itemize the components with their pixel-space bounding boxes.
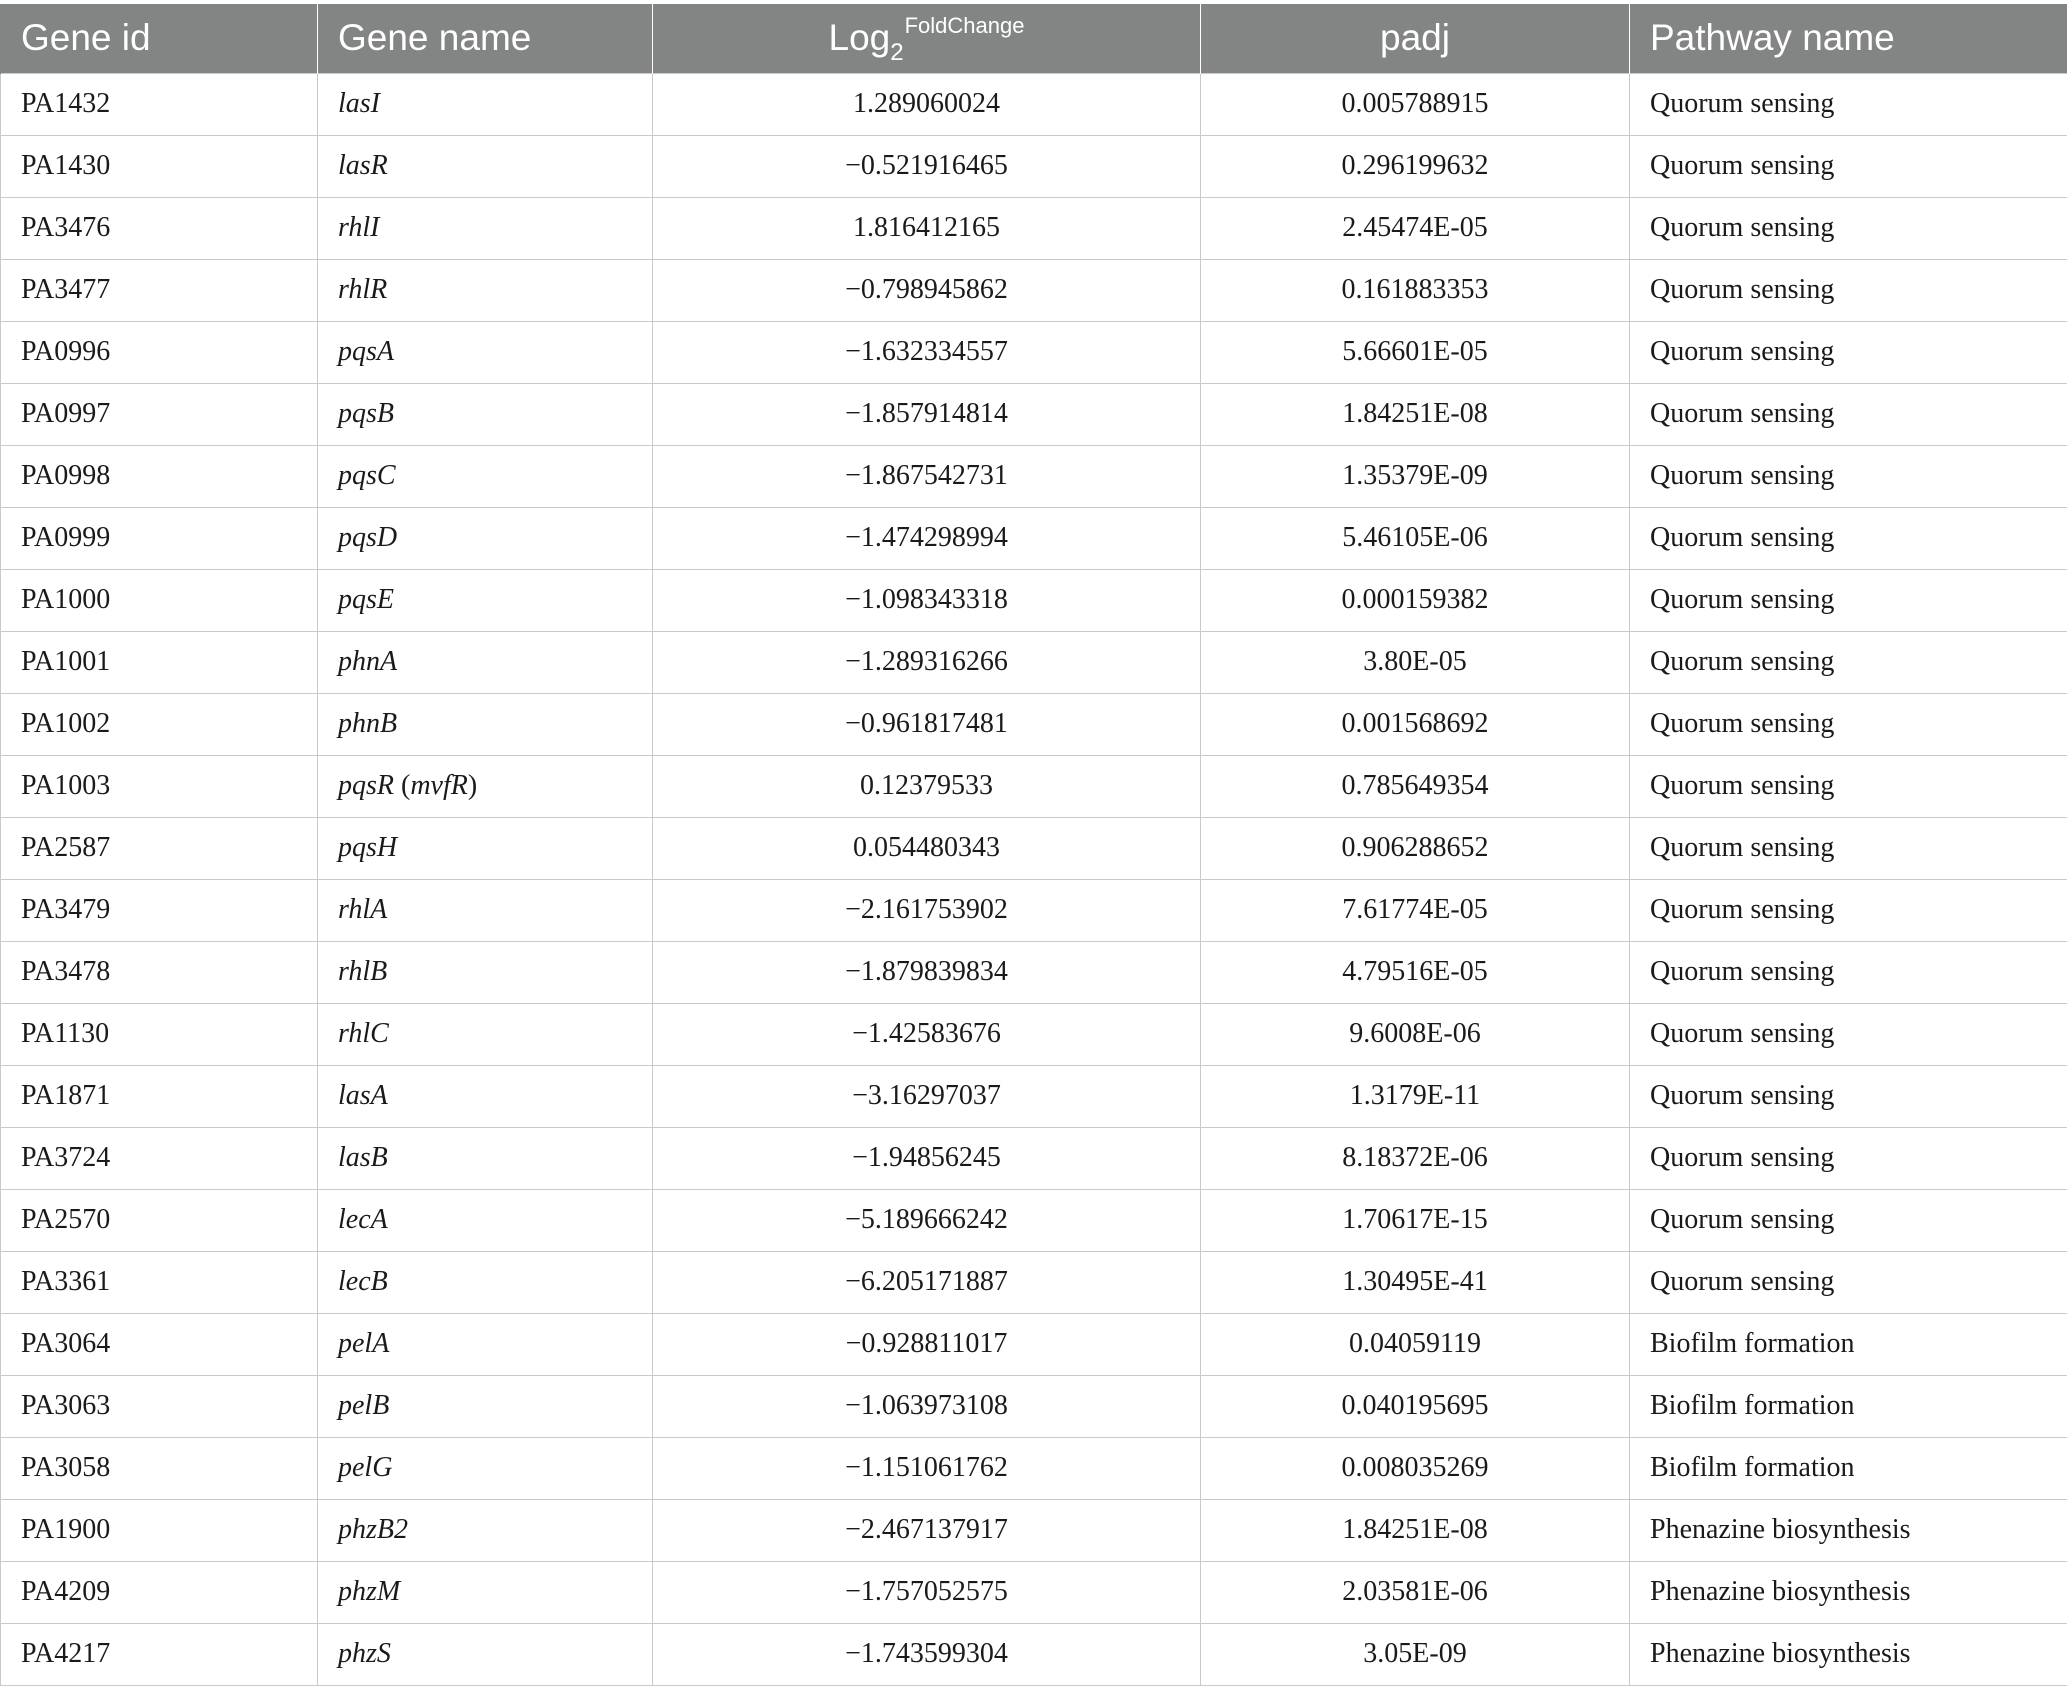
pathway-name-cell: Quorum sensing	[1630, 445, 2067, 507]
gene-name-text: lasA	[338, 1080, 388, 1111]
log2-fold-change-cell: −0.928811017	[653, 1313, 1201, 1375]
padj-cell: 0.005788915	[1201, 73, 1630, 135]
gene-id-cell: PA3479	[1, 879, 318, 941]
gene-name-text: phzB2	[338, 1514, 408, 1545]
padj-cell: 5.46105E-06	[1201, 507, 1630, 569]
gene-name-cell	[318, 941, 653, 1003]
pathway-name-cell: Quorum sensing	[1630, 259, 2067, 321]
table-row	[1, 445, 2067, 507]
padj-cell: 9.6008E-06	[1201, 1003, 1630, 1065]
log2-fold-change-cell: −1.867542731	[653, 445, 1201, 507]
pathway-name-cell: Quorum sensing	[1630, 631, 2067, 693]
padj-cell: 1.84251E-08	[1201, 1499, 1630, 1561]
gene-name-cell	[318, 1375, 653, 1437]
gene-id-cell: PA1130	[1, 1003, 318, 1065]
gene-id-cell: PA0999	[1, 507, 318, 569]
gene-name-cell	[318, 1623, 653, 1685]
table-body	[1, 73, 2067, 1685]
log2-fold-change-cell: −1.289316266	[653, 631, 1201, 693]
log2-fold-change-cell: −2.161753902	[653, 879, 1201, 941]
log2-fold-change-cell: −1.42583676	[653, 1003, 1201, 1065]
header-pathway-name: Pathway name	[1630, 4, 2067, 73]
table-row	[1, 817, 2067, 879]
log2-fold-change-cell: −1.151061762	[653, 1437, 1201, 1499]
pathway-name-cell: Phenazine biosynthesis	[1630, 1499, 2067, 1561]
log2-fold-change-cell: 0.12379533	[653, 755, 1201, 817]
gene-name-cell	[318, 259, 653, 321]
gene-id-cell: PA3063	[1, 1375, 318, 1437]
table-row	[1, 1127, 2067, 1189]
gene-name-text: lecB	[338, 1266, 388, 1297]
table-row	[1, 1313, 2067, 1375]
gene-id-cell: PA0997	[1, 383, 318, 445]
table-row	[1, 507, 2067, 569]
gene-id-cell: PA3361	[1, 1251, 318, 1313]
log2-fold-change-cell: −0.961817481	[653, 693, 1201, 755]
pathway-name-cell: Quorum sensing	[1630, 197, 2067, 259]
pathway-name-cell: Quorum sensing	[1630, 569, 2067, 631]
padj-cell: 0.001568692	[1201, 693, 1630, 755]
padj-cell: 3.80E-05	[1201, 631, 1630, 693]
gene-name-text: pelA	[338, 1328, 390, 1359]
pathway-name-cell: Quorum sensing	[1630, 73, 2067, 135]
gene-id-cell: PA3476	[1, 197, 318, 259]
padj-cell: 8.18372E-06	[1201, 1127, 1630, 1189]
table-row	[1, 383, 2067, 445]
gene-id-cell: PA0998	[1, 445, 318, 507]
pathway-name-cell: Quorum sensing	[1630, 1065, 2067, 1127]
padj-cell: 4.79516E-05	[1201, 941, 1630, 1003]
gene-name-text: rhlI	[338, 212, 380, 243]
padj-cell: 0.040195695	[1201, 1375, 1630, 1437]
table-row	[1, 135, 2067, 197]
pathway-name-cell: Quorum sensing	[1630, 817, 2067, 879]
padj-cell: 5.66601E-05	[1201, 321, 1630, 383]
gene-expression-table	[0, 4, 2067, 1686]
table-row	[1, 73, 2067, 135]
padj-cell: 0.04059119	[1201, 1313, 1630, 1375]
table-row	[1, 1561, 2067, 1623]
gene-name-text: pqsH	[338, 832, 398, 863]
table-row	[1, 1499, 2067, 1561]
table-row	[1, 197, 2067, 259]
gene-name-text: pqsD	[338, 522, 398, 553]
padj-cell: 0.161883353	[1201, 259, 1630, 321]
gene-name-cell	[318, 1313, 653, 1375]
gene-name-text: rhlA	[338, 894, 388, 925]
table-row	[1, 755, 2067, 817]
table-row	[1, 321, 2067, 383]
padj-cell: 2.45474E-05	[1201, 197, 1630, 259]
gene-name-text: pqsC	[338, 460, 396, 491]
gene-id-cell: PA1001	[1, 631, 318, 693]
log2-fold-change-cell: −1.857914814	[653, 383, 1201, 445]
padj-cell: 1.30495E-41	[1201, 1251, 1630, 1313]
gene-name-text: rhlB	[338, 956, 388, 987]
gene-name-text: phzS	[338, 1638, 391, 1669]
padj-cell: 0.906288652	[1201, 817, 1630, 879]
gene-id-cell: PA3058	[1, 1437, 318, 1499]
gene-name-cell	[318, 507, 653, 569]
table-row	[1, 879, 2067, 941]
padj-cell: 0.296199632	[1201, 135, 1630, 197]
gene-name-text: phnA	[338, 646, 398, 677]
gene-name-text: lasI	[338, 88, 380, 119]
pathway-name-cell: Quorum sensing	[1630, 1189, 2067, 1251]
gene-name-text: pelG	[338, 1452, 393, 1483]
gene-name-cell	[318, 569, 653, 631]
log2-fold-change-cell: −1.879839834	[653, 941, 1201, 1003]
pathway-name-cell: Quorum sensing	[1630, 941, 2067, 1003]
gene-name-cell	[318, 693, 653, 755]
gene-id-cell: PA1432	[1, 73, 318, 135]
gene-id-cell: PA3477	[1, 259, 318, 321]
gene-name-cell	[318, 135, 653, 197]
gene-name-cell	[318, 1561, 653, 1623]
padj-cell: 1.3179E-11	[1201, 1065, 1630, 1127]
log2-fold-change-cell: −1.098343318	[653, 569, 1201, 631]
table-row	[1, 693, 2067, 755]
gene-name-text: rhlC	[338, 1018, 389, 1049]
gene-name-cell	[318, 1065, 653, 1127]
pathway-name-cell: Biofilm formation	[1630, 1375, 2067, 1437]
padj-cell: 0.785649354	[1201, 755, 1630, 817]
log2-fold-change-cell: 1.816412165	[653, 197, 1201, 259]
gene-id-cell: PA0996	[1, 321, 318, 383]
log2-fold-change-cell: −6.205171887	[653, 1251, 1201, 1313]
gene-id-cell: PA4209	[1, 1561, 318, 1623]
gene-name-text: pelB	[338, 1390, 390, 1421]
gene-name-cell	[318, 1189, 653, 1251]
pathway-name-cell: Biofilm formation	[1630, 1437, 2067, 1499]
table-row	[1, 1623, 2067, 1685]
gene-name-cell	[318, 197, 653, 259]
log2-fold-change-cell: −5.189666242	[653, 1189, 1201, 1251]
gene-name-cell	[318, 631, 653, 693]
gene-name-cell	[318, 73, 653, 135]
pathway-name-cell: Phenazine biosynthesis	[1630, 1623, 2067, 1685]
header-log2fc-subscript: 2	[890, 39, 904, 67]
header-padj: padj	[1201, 4, 1630, 73]
header-log2fc-superscript: FoldChange	[904, 13, 1025, 39]
pathway-name-cell: Biofilm formation	[1630, 1313, 2067, 1375]
gene-id-cell: PA1871	[1, 1065, 318, 1127]
log2-fold-change-cell: −0.798945862	[653, 259, 1201, 321]
log2-fold-change-cell: 1.289060024	[653, 73, 1201, 135]
gene-name-text: pqsE	[338, 584, 394, 615]
padj-cell: 1.70617E-15	[1201, 1189, 1630, 1251]
padj-cell: 0.008035269	[1201, 1437, 1630, 1499]
gene-id-cell: PA2587	[1, 817, 318, 879]
table-row	[1, 631, 2067, 693]
table-row	[1, 1065, 2067, 1127]
pathway-name-cell: Quorum sensing	[1630, 879, 2067, 941]
header-log2-fold-change	[653, 4, 1201, 73]
pathway-name-cell: Quorum sensing	[1630, 1003, 2067, 1065]
gene-name-cell	[318, 1003, 653, 1065]
gene-id-cell: PA1900	[1, 1499, 318, 1561]
table-row	[1, 1437, 2067, 1499]
log2-fold-change-cell: −1.743599304	[653, 1623, 1201, 1685]
table-row	[1, 1003, 2067, 1065]
log2-fold-change-cell: 0.054480343	[653, 817, 1201, 879]
gene-id-cell: PA1000	[1, 569, 318, 631]
gene-name-cell	[318, 1251, 653, 1313]
gene-name-text: pqsA	[338, 336, 394, 367]
pathway-name-cell: Quorum sensing	[1630, 693, 2067, 755]
padj-cell: 1.35379E-09	[1201, 445, 1630, 507]
gene-name-text: pqsB	[338, 398, 394, 429]
padj-cell: 7.61774E-05	[1201, 879, 1630, 941]
gene-name-cell	[318, 817, 653, 879]
pathway-name-cell: Phenazine biosynthesis	[1630, 1561, 2067, 1623]
gene-name-cell	[318, 879, 653, 941]
gene-name-text: lasB	[338, 1142, 388, 1173]
table-row	[1, 941, 2067, 1003]
gene-name-cell	[318, 1499, 653, 1561]
gene-name-text: pqsR	[338, 770, 394, 801]
pathway-name-cell: Quorum sensing	[1630, 507, 2067, 569]
gene-name-cell	[318, 383, 653, 445]
header-gene-name: Gene name	[318, 4, 653, 73]
log2-fold-change-cell: −1.632334557	[653, 321, 1201, 383]
gene-id-cell: PA3724	[1, 1127, 318, 1189]
gene-name-cell	[318, 321, 653, 383]
pathway-name-cell: Quorum sensing	[1630, 383, 2067, 445]
padj-cell: 2.03581E-06	[1201, 1561, 1630, 1623]
gene-id-cell: PA3478	[1, 941, 318, 1003]
table-header	[1, 4, 2067, 73]
pathway-name-cell: Quorum sensing	[1630, 1127, 2067, 1189]
log2-fold-change-cell: −2.467137917	[653, 1499, 1201, 1561]
pathway-name-cell: Quorum sensing	[1630, 321, 2067, 383]
table-row	[1, 259, 2067, 321]
log2-fold-change-cell: −1.474298994	[653, 507, 1201, 569]
gene-name-cell: pqsR (mvfR)	[318, 755, 653, 817]
padj-cell: 3.05E-09	[1201, 1623, 1630, 1685]
header-row	[1, 4, 2067, 73]
log2-fold-change-cell: −0.521916465	[653, 135, 1201, 197]
gene-name-text: phzM	[338, 1576, 401, 1607]
log2-fold-change-cell: −3.16297037	[653, 1065, 1201, 1127]
gene-name-cell	[318, 1127, 653, 1189]
gene-id-cell: PA4217	[1, 1623, 318, 1685]
gene-id-cell: PA1002	[1, 693, 318, 755]
gene-name-text: lecA	[338, 1204, 388, 1235]
gene-id-cell: PA2570	[1, 1189, 318, 1251]
pathway-name-cell: Quorum sensing	[1630, 135, 2067, 197]
gene-name-alias: mvfR	[410, 770, 468, 801]
log2-fold-change-cell: −1.94856245	[653, 1127, 1201, 1189]
gene-name-cell	[318, 1437, 653, 1499]
padj-cell: 1.84251E-08	[1201, 383, 1630, 445]
gene-name-text: lasR	[338, 150, 388, 181]
gene-name-text: phnB	[338, 708, 398, 739]
log2-fold-change-cell: −1.063973108	[653, 1375, 1201, 1437]
header-gene-id: Gene id	[1, 4, 318, 73]
table-row	[1, 1375, 2067, 1437]
gene-name-cell	[318, 445, 653, 507]
pathway-name-cell: Quorum sensing	[1630, 755, 2067, 817]
pathway-name-cell: Quorum sensing	[1630, 1251, 2067, 1313]
gene-id-cell: PA3064	[1, 1313, 318, 1375]
table-row	[1, 569, 2067, 631]
header-log2fc-base: Log	[828, 17, 891, 59]
padj-cell: 0.000159382	[1201, 569, 1630, 631]
gene-name-text: rhlR	[338, 274, 388, 305]
log2-fold-change-cell: −1.757052575	[653, 1561, 1201, 1623]
table-row	[1, 1251, 2067, 1313]
gene-id-cell: PA1430	[1, 135, 318, 197]
table-row	[1, 1189, 2067, 1251]
gene-id-cell: PA1003	[1, 755, 318, 817]
